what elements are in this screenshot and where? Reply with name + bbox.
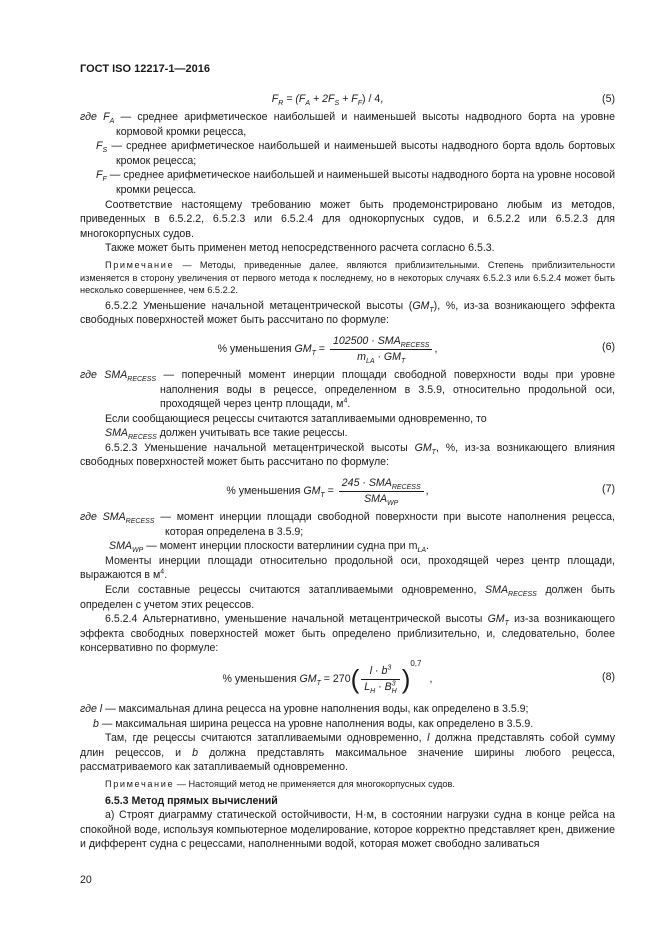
formula-5 [80,92,615,110]
definition-ff: $F_F$ — среднее арифметическое наибольшей и наименьшей высоты надводного борта на уровне носовой кромки рецесса. [96,169,615,196]
definition-l: где l — максимальная длина рецесса на уровне наполнения воды, как определено в 3.5.9; [80,703,529,715]
formula-7-number: (7) [602,483,615,496]
formula-5-number: (5) [602,93,615,105]
formula-5-expression: $F_R = (F_A + 2F_S + F_F) / 4$, [271,93,384,108]
formula-7 [80,470,615,510]
paragraph-moments-units: Моменты инерции площади относительно продольной оси, проходящей через центр площади, выражаются в $м^4$. [80,554,615,582]
formula-8-expression: % уменьшения $GM_T = 270$( $\frac{l \cdot b^3}{L_H \cdot B^3_H}$ )$^{0,7}$, [222,659,433,695]
definition-fs: $F_S$ — среднее арифметическое наибольшей и наименьшей высоты надводного борта вдоль бортовых кромок рецесса; [96,140,615,167]
paragraph-6-5-2-3: 6.5.2.3 Уменьшение начальной метацентрической высоты $GM_T$, %, из-за возникающего влияния свободных поверхностей может быть рассчитано по формуле: [80,441,615,469]
formula-8-number: (8) [602,671,615,683]
section-heading-6-5-3: 6.5.3 Метод прямых вычислений [105,794,278,807]
page-number: 20 [80,874,92,886]
definition-sma-recess-7: где $SMA_{RECESS}$ — момент инерции площади свободной поверхности при высоте наполнения рецесса, которая определена в 3.5.9; [80,511,615,538]
formula-6-fraction: $\frac{102500 \cdot SMA_{RECESS}}{m_{LA} \cdot GM_T}$ [330,334,433,364]
paragraph-sma-recess-all: $SMA_{RECESS}$ должен учитывать все такие рецессы. [105,427,348,442]
paragraph-6-5-2-4: 6.5.2.4 Альтернативно, уменьшение начальной метацентрической высоты $GM_T$ из-за возникающего эффекта свободных поверхностей может быть определено приблизительно, и, следовательно, более консервативно по формуле: [80,613,615,655]
formula-8 [80,656,615,702]
paragraph-6-5-2-2: 6.5.2.2 Уменьшение начальной метацентрической высоты $(GM_T)$, %, из-за возникающего эффекта свободных поверхностей может быть рассчитано по формуле: [80,299,616,327]
definition-sma-recess: где $SMA_{RECESS}$ — поперечный момент инерции площади свободной поверхности воды при уровне наполнения воды в рецессе, определенном в 3.5.9, относительно продольной оси, проходящей через центр площади, $м^4$. [80,368,615,411]
paragraph-connected-recesses: Если сообщающиеся рецессы считаются затапливаемыми одновременно, то [105,412,487,425]
note-multihull: Примечание — Настоящий метод не применяется для многокорпусных судов. [105,778,455,789]
formula-8-fraction: $\frac{l \cdot b^3}{L_H \cdot B^3_H}$ [361,664,399,694]
paragraph-6-5-3-a: а) Строят диаграмму статической остойчивости, Н·м, в состоянии нагрузки судна в конце рейса на спокойной воде, используя компьютерное моделирование, которое корректно представляет крен, движение и дифферент судна с рецессами, наполненными водой, которая может свободно заливаться [80,809,615,851]
paragraph-composite-recesses: Если составные рецессы считаются затапливаемыми одновременно, $SMA_{RECESS}$ должен быть определен с учетом этих рецессов. [80,584,616,611]
paragraph-compliance: Соответствие настоящему требованию может быть продемонстрировано любым из методов, приведенных в 6.5.2.2, 6.5.2.3 или 6.5.2.4 для однокорпусных судов, и 6.5.2.2 или 6.5.2.3 для многокорпусных судов. [80,198,615,240]
note-approximate-methods: Примечание — Методы, приведенные далее, являются приблизительными. Степень приблизительности изменяется в сторону увеличения от первого метода к последнему, но в некоторых случаях 6.5.2.3 или 6.5.2.4 может быть несколько совершеннее, чем 6.5.2.2. [80,259,615,296]
paragraph-simultaneous-flooding: Там, где рецессы считаются затапливаемыми одновременно, l должна представлять собой сумму длин рецессов, и b должна представлять максимальное значение ширины любого рецесса, рассматриваемого как затапливаемый одновременно. [80,732,615,774]
formula-7-fraction: $\frac{245 \cdot SMA_{RECESS}}{SMA_{WP}}$ [339,476,424,506]
document-header: ГОСТ ISO 12217-1—2016 [80,63,210,75]
definition-b: b — максимальная ширина рецесса на уровне наполнения воды, как определено в 3.5.9. [93,717,534,730]
formula-6-number: (6) [602,340,615,353]
paragraph-direct-method: Также может быть применен метод непосредственного расчета согласно 6.5.3. [105,242,495,255]
formula-7-expression: % уменьшения $GM_T$ = $\frac{245 \cdot SMA_{RECESS}}{SMA_{WP}}$ , [226,477,429,507]
formula-6 [80,328,615,368]
definition-fa: где $F_A$ — среднее арифметическое наибольшей и наименьшей высоты надводного борта на уровне кормовой кромки рецесса, [80,111,615,138]
page-content [80,92,615,852]
definition-sma-wp: $SMA_{WP}$ — момент инерции плоскости ватерлинии судна при $m_{LA}$. [109,540,429,555]
formula-6-expression: % уменьшения $GM_T$ = $\frac{102500 \cdot SMA_{RECESS}}{m_{LA} \cdot GM_T}$ , [217,334,438,365]
